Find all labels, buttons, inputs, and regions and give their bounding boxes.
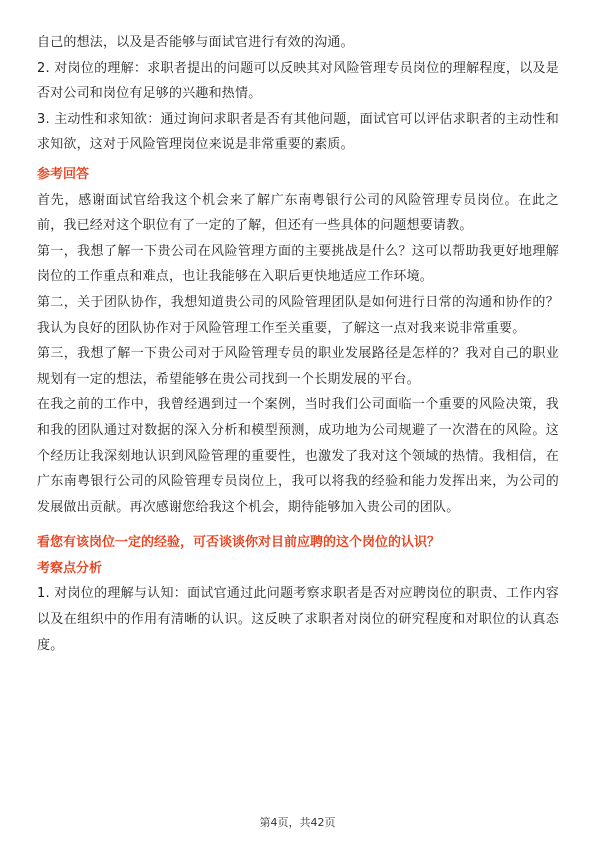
reference-answer-heading: 参考回答	[37, 166, 90, 182]
page-content	[37, 30, 559, 658]
page-footer: 第4页，共42页	[259, 816, 336, 829]
paragraph: 自己的想法，以及是否能够与面试官进行有效的沟通。	[37, 35, 354, 50]
paragraph: 在我之前的工作中，我曾经遇到过一个案例，当时我们公司面临一个重要的风险决策，我和我的团队通过对数据的深入分析和模型预测，成功地为公司规避了一次潜在的风险。这个经历让我深刻地认识到风险管理的重要性，也激发了我对这个领域的热情。我相信，在广东南粤银行公司的风险管理专员岗位上，我可以将我的经验和能力发挥出来，为公司的发展做出贡献。再次感谢您给我这个机会，期待能够加入贵公司的团队。	[37, 397, 559, 515]
analysis-heading: 考察点分析	[37, 560, 103, 576]
paragraph: 第三，我想了解一下贵公司对于风险管理专员的职业发展路径是怎样的？我对自己的职业规划有一定的想法，希望能够在贵公司找到一个长期发展的平台。	[37, 346, 559, 387]
paragraph: 第二，关于团队协作，我想知道贵公司的风险管理团队是如何进行日常的沟通和协作的？我认为良好的团队协作对于风险管理工作至关重要，了解这一点对我来说非常重要。	[37, 294, 559, 336]
paragraph: 3. 主动性和求知欲：通过询问求职者是否有其他问题，面试官可以评估求职者的主动性和求知欲，这对于风险管理岗位来说是非常重要的素质。	[37, 111, 559, 153]
paragraph: 2. 对岗位的理解：求职者提出的问题可以反映其对风险管理专员岗位的理解程度，以及是否对公司和岗位有足够的兴趣和热情。	[37, 60, 559, 102]
paragraph: 第一，我想了解一下贵公司在风险管理方面的主要挑战是什么？这可以帮助我更好地理解岗位的工作重点和难点，也让我能够在入职后更快地适应工作环境。	[37, 243, 559, 285]
interview-question: 看您有该岗位一定的经验，可否谈谈你对目前应聘的这个岗位的认识？	[37, 535, 441, 551]
paragraph: 1. 对岗位的理解与认知：面试官通过此问题考察求职者是否对应聘岗位的职责、工作内容以及在组织中的作用有清晰的认识。这反映了求职者对岗位的研究程度和对职位的认真态度。	[37, 586, 559, 653]
paragraph: 首先，感谢面试官给我这个机会来了解广东南粤银行公司的风险管理专员岗位。在此之前，我已经对这个职位有了一定的了解，但还有一些具体的问题想要请教。	[37, 192, 559, 234]
